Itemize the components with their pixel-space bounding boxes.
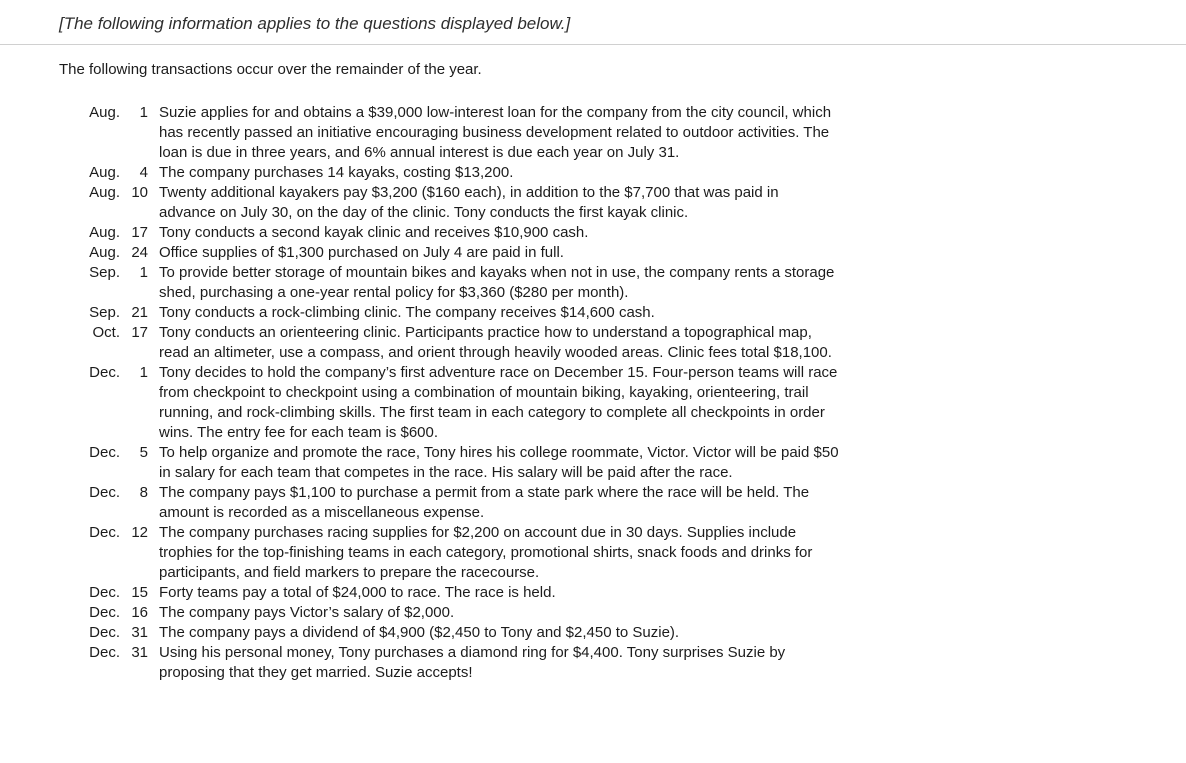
transaction-row [0, 363, 1186, 443]
transaction-row [0, 623, 1186, 643]
transaction-list [0, 103, 1186, 683]
transaction-description: Tony conducts a second kayak clinic and receives $10,900 cash. [159, 224, 589, 241]
transaction-row [0, 483, 1186, 523]
transaction-description: The company pays Victor’s salary of $2,000. [159, 604, 455, 621]
transaction-day: 31 [131, 624, 148, 641]
transaction-month: Dec. [89, 584, 120, 601]
transaction-day: 31 [131, 644, 148, 661]
transaction-month: Dec. [89, 524, 120, 541]
transaction-row [0, 443, 1186, 483]
transaction-day: 1 [139, 264, 148, 281]
transaction-day: 21 [131, 304, 148, 321]
transaction-day: 8 [139, 484, 148, 501]
transaction-day: 5 [139, 444, 148, 461]
transaction-month: Aug. [89, 104, 120, 121]
transaction-month: Dec. [89, 604, 120, 621]
transaction-description: Using his personal money, Tony purchases a diamond ring for $4,400. Tony surprises Suzie by proposing that they get married. Suzie accepts! [159, 644, 786, 681]
transaction-day: 4 [139, 164, 148, 181]
transaction-month: Dec. [89, 484, 120, 501]
transaction-description: The company purchases 14 kayaks, costing $13,200. [159, 164, 514, 181]
transaction-row [0, 303, 1186, 323]
transaction-row [0, 323, 1186, 363]
transaction-month: Dec. [89, 444, 120, 461]
transaction-row [0, 583, 1186, 603]
transaction-description: The company pays a dividend of $4,900 ($2,450 to Tony and $2,450 to Suzie). [159, 624, 680, 641]
transaction-month: Aug. [89, 164, 120, 181]
transaction-description: Suzie applies for and obtains a $39,000 low-interest loan for the company from the city council, which has recently passed an initiative encouraging business development related to outdoor activities. The loan is due in three years, and 6% annual interest is due each year on July 31. [159, 104, 832, 161]
transaction-day: 24 [131, 244, 148, 261]
transaction-description: Office supplies of $1,300 purchased on July 4 are paid in full. [159, 244, 564, 261]
transaction-day: 10 [131, 184, 148, 201]
transaction-month: Aug. [89, 184, 120, 201]
transaction-day: 17 [131, 324, 148, 341]
transaction-description: To provide better storage of mountain bikes and kayaks when not in use, the company rents a storage shed, purchasing a one-year rental policy for $3,360 ($280 per month). [159, 264, 835, 301]
transaction-description: Forty teams pay a total of $24,000 to race. The race is held. [159, 584, 556, 601]
transaction-month: Aug. [89, 244, 120, 261]
transaction-day: 1 [139, 104, 148, 121]
transaction-description: The company purchases racing supplies for $2,200 on account due in 30 days. Supplies include trophies for the top-finishing teams in each category, promotional shirts, snack foods and drinks for participants, and field markers to prepare the racecourse. [159, 524, 813, 581]
transaction-row [0, 263, 1186, 303]
transaction-description: Tony conducts an orienteering clinic. Participants practice how to understand a topographical map, read an altimeter, use a compass, and orient through heavily wooded areas. Clinic fees total $18,100. [159, 324, 832, 361]
transaction-month: Oct. [92, 324, 120, 341]
transaction-month: Aug. [89, 224, 120, 241]
transaction-description: To help organize and promote the race, Tony hires his college roommate, Victor. Victor will be paid $50 in salary for each team that competes in the race. His salary will be paid after the race. [159, 444, 839, 481]
transaction-month: Sep. [89, 264, 120, 281]
transaction-description: Tony conducts a rock-climbing clinic. The company receives $14,600 cash. [159, 304, 655, 321]
transaction-row [0, 163, 1186, 183]
transaction-row [0, 523, 1186, 583]
transaction-month: Sep. [89, 304, 120, 321]
transaction-row [0, 643, 1186, 683]
transaction-row [0, 243, 1186, 263]
transaction-month: Dec. [89, 624, 120, 641]
transaction-description: Tony decides to hold the company’s first adventure race on December 15. Four-person teams will race from checkpoint to checkpoint using a combination of mountain biking, kayaking, orienteering, trail running, and rock-climbing skills. The first team in each category to complete all checkpoints in order wins. The entry fee for each team is $600. [159, 364, 838, 441]
info-banner [0, 0, 1186, 45]
transaction-row [0, 603, 1186, 623]
transaction-day: 17 [131, 224, 148, 241]
transaction-row [0, 103, 1186, 163]
transaction-description: Twenty additional kayakers pay $3,200 ($160 each), in addition to the $7,700 that was paid in advance on July 30, on the day of the clinic. Tony conducts the first kayak clinic. [159, 184, 779, 221]
transaction-day: 16 [131, 604, 148, 621]
transaction-day: 15 [131, 584, 148, 601]
transaction-row [0, 223, 1186, 243]
transaction-day: 1 [139, 364, 148, 381]
transaction-day: 12 [131, 524, 148, 541]
transaction-month: Dec. [89, 644, 120, 661]
transaction-row [0, 183, 1186, 223]
info-note: [The following information applies to the questions displayed below.] [59, 14, 571, 33]
intro-text: The following transactions occur over the remainder of the year. [59, 61, 482, 78]
transaction-month: Dec. [89, 364, 120, 381]
transaction-description: The company pays $1,100 to purchase a permit from a state park where the race will be held. The amount is recorded as a miscellaneous expense. [159, 484, 810, 521]
